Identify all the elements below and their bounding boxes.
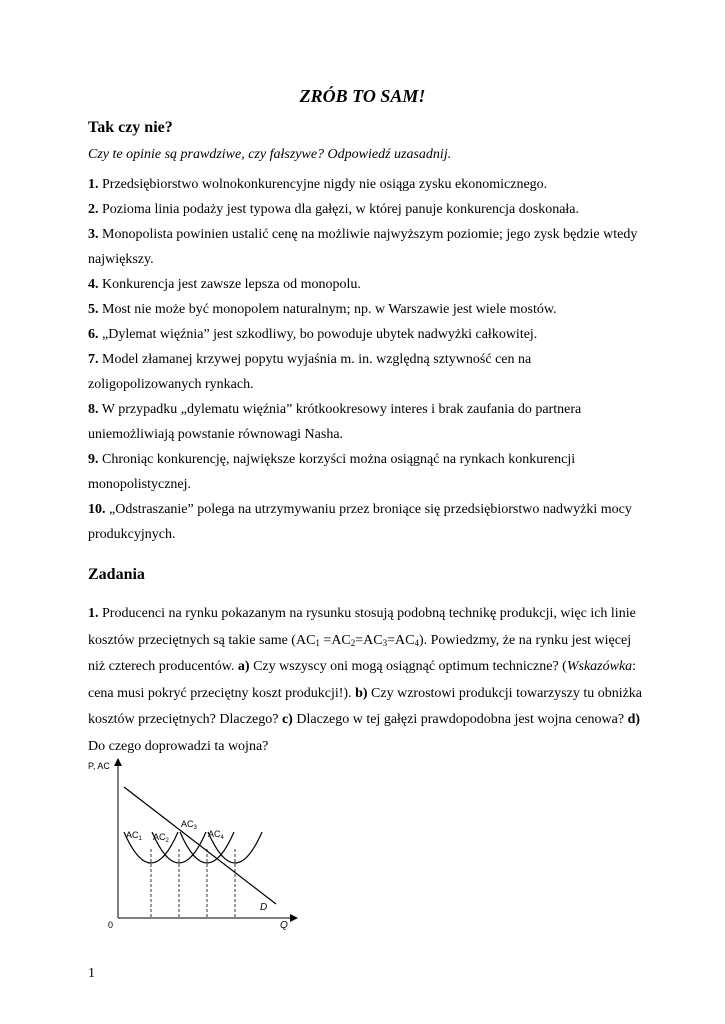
statement-item: 4. Konkurencja jest zawsze lepsza od monopolu. <box>88 277 361 292</box>
ac2-label: $AC_2$ <box>153 832 169 844</box>
section-heading-tasks: Zadania <box>88 566 145 583</box>
statement-item: 6. „Dylemat więźnia” jest szkodliwy, bo powoduje ubytek nadwyżki całkowitej. <box>88 327 538 342</box>
statement-item: 7. Model złamanej krzywej popytu wyjaśnia m. in. względną sztywność cen na zoligopolizowanych rynkach. <box>88 352 532 392</box>
ac1-label: $AC_1$ <box>126 830 142 842</box>
x-axis-label: Q <box>280 920 288 931</box>
section-heading-true-false: Tak czy nie? <box>88 119 173 136</box>
section-instructions: Czy te opinie są prawdziwe, czy fałszywe? Odpowiedź uzasadnij. <box>88 147 452 162</box>
task-paragraph: 1. Producenci na rynku pokazanym na rysunku stosują podobną technikę produkcji, więc ich linie kosztów przeciętnych są takie same $(AC_1 =AC_2=AC_3=AC_4)$. Powiedzmy, że na rynku jest więcej niż czterech producentów. a) Czy wszyscy oni mogą osiągnąć optimum techniczne? (Wskazówka: cena musi pokryć przeciętny koszt produkcji!). b) Czy wzrostowi produkcji towarzyszy tu obniżka kosztów przeciętnych? Dlaczego? c) Dlaczego w tej gałęzi prawdopodobna jest wojna cenowa? d) Do czego doprowadzi ta wojna? <box>88 606 643 754</box>
cost-curves-figure <box>80 752 310 942</box>
statement-item: 3. Monopolista powinien ustalić cenę na możliwie najwyższym poziomie; jego zysk będzie wtedy największy. <box>88 227 638 267</box>
ac3-label: $AC_3$ <box>181 819 197 831</box>
statement-item: 2. Pozioma linia podaży jest typowa dla gałęzi, w której panuje konkurencja doskonała. <box>88 202 580 217</box>
statement-item: 5. Most nie może być monopolem naturalnym; np. w Warszawie jest wiele mostów. <box>88 302 557 317</box>
statement-item: 8. W przypadku „dylematu więźnia” krótkookresowy interes i brak zaufania do partnera uniemożliwiają powstanie równowagi Nasha. <box>88 402 582 442</box>
page-title: ZRÓB TO SAM! <box>299 86 426 106</box>
statement-item: 10. „Odstraszanie” polega na utrzymywaniu przez broniące się przedsiębiorstwo nadwyżki mocy produkcyjnych. <box>88 502 632 542</box>
ac4-label: $AC_4$ <box>208 829 224 841</box>
statement-list <box>88 172 648 547</box>
origin-label: 0 <box>108 920 114 930</box>
demand-label: D <box>260 902 268 913</box>
demand-line <box>124 787 276 904</box>
y-axis-label: P, AC <box>88 761 110 771</box>
page-number: 1 <box>88 966 95 981</box>
statement-item: 1. Przedsiębiorstwo wolnokonkurencyjne nigdy nie osiąga zysku ekonomicznego. <box>88 177 548 192</box>
statement-item: 9. Chroniąc konkurencję, największe korzyści można osiągnąć na rynkach konkurencji monopolistycznej. <box>88 452 576 492</box>
